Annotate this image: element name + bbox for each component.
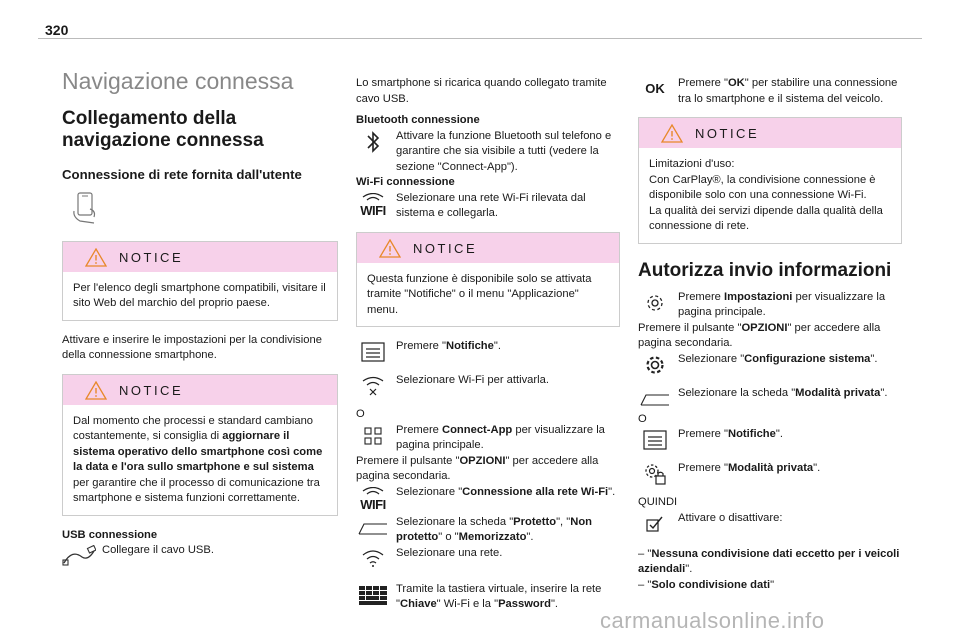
usb-title: USB connessione [62, 528, 158, 541]
notifiche-step: Premere "Notifiche". [638, 427, 902, 453]
notice-box-4 [638, 117, 902, 244]
apps-grid-icon [356, 423, 390, 449]
notice-box-2 [62, 374, 338, 516]
privata-step: Premere "Modalità privata". [638, 461, 902, 487]
warning-icon [85, 248, 107, 273]
usb-cable-icon [62, 543, 96, 569]
gear-icon [638, 290, 672, 316]
keyboard-step: Tramite la tastiera virtuale, inserire la rete "Chiave" Wi-Fi e la "Password". [356, 582, 620, 613]
or-label: O [638, 412, 647, 425]
checkbox-icon [638, 511, 672, 537]
toggle-step: Attivare o disattivare: [638, 511, 902, 537]
wifi-icon: WIFI [356, 485, 390, 515]
quindi-label: QUINDI [638, 496, 678, 508]
notice-label: NOTICE [695, 126, 760, 141]
connessione-rete-step: WIFI Selezionare "Connessione alla rete Wi-Fi". [356, 485, 620, 515]
notice-text: Questa funzione è disponibile solo se attivata tramite "Notifiche" o il menu "Applicazione" menu. [367, 272, 592, 316]
tab-privata-step: Selezionare la scheda "Modalità privata". [638, 386, 902, 412]
column-1 [62, 60, 338, 573]
opzioni-step: Premere il pulsante "OPZIONI" per accedere alla pagina secondaria. [356, 454, 599, 482]
wifi-title: Wi-Fi connessione [356, 176, 455, 188]
bluetooth-step: Attivare la funzione Bluetooth sul telefono e garantire che sia visibile a tutti (vedere la sezione "Connect-App"). [356, 129, 620, 176]
select-network-step: Selezionare una rete. [356, 546, 620, 572]
gear-icon [638, 352, 672, 378]
notice-label: NOTICE [119, 382, 184, 398]
wifi-signal-icon [356, 546, 390, 572]
connect-app-step: Premere Connect-App per visualizzare la pagina principale. [356, 423, 620, 454]
subsection-title: Connessione di rete fornita dall'utente [62, 167, 302, 182]
tab-icon [356, 515, 390, 541]
ok-icon: OK [645, 81, 665, 97]
settings-step: Premere Impostazioni per visualizzare la pagina principale. [638, 290, 902, 321]
option-1: – "Nessuna condivisione dati eccetto per i veicoli aziendali". [638, 547, 900, 575]
notice-label: NOTICE [413, 240, 478, 256]
opzioni-step: Premere il pulsante "OPZIONI" per accedere alla pagina secondaria. [638, 321, 881, 349]
keyboard-icon [356, 582, 390, 608]
notice-box-1 [62, 241, 338, 321]
wifi-icon: WIFI [356, 191, 390, 221]
warning-icon [661, 124, 683, 149]
notice-text: Dal momento che processi e standard cambiano costantemente, si consiglia di aggiornare il sistema operativo dello smartphone così come la data e l'ora sullo smartphone e sul sistema per garantire che il processo di comunicazione tra smartphone e sistema funzioni correttamente. [73, 414, 323, 504]
notice-label: NOTICE [119, 249, 184, 265]
notifiche-step: Premere "Notifiche". [356, 339, 620, 365]
wifi-step: WIFI Selezionare una rete Wi-Fi rilevata dal sistema e collegarla. [356, 191, 620, 222]
tab-select-step: Selezionare la scheda "Protetto", "Non protetto" o "Memorizzato". [356, 515, 620, 546]
config-step: Selezionare "Configurazione sistema". [638, 352, 902, 378]
bluetooth-title: Bluetooth connessione [356, 114, 480, 126]
charge-text: Lo smartphone si ricarica quando collegato tramite cavo USB. [356, 77, 607, 105]
or-label: O [356, 408, 365, 420]
header-divider [38, 38, 922, 39]
watermark: carmanualsonline.info [600, 608, 825, 633]
option-2: – "Solo condivisione dati" [638, 578, 775, 591]
tab-icon [638, 386, 672, 412]
wifi-off-icon [356, 373, 390, 399]
notice-text: Limitazioni d'uso: Con CarPlay®, la condivisione connessione è disponibile solo con una connessione Wi-Fi. La qualità dei servizi dipende dalla qualità della connessione di rete. [649, 158, 883, 232]
page-number: 320 [45, 22, 69, 38]
notifications-list-icon [638, 427, 672, 453]
column-3 [638, 76, 902, 593]
section-title: Collegamento della navigazione connessa [62, 108, 264, 151]
column-2 [356, 76, 620, 617]
notice-box-3 [356, 232, 620, 328]
privacy-lock-icon [638, 461, 672, 487]
warning-icon [379, 239, 401, 264]
section-title: Autorizza invio informazioni [638, 259, 892, 281]
activate-text: Attivare e inserire le impostazioni per la condivisione della connessione smartphone. [62, 333, 322, 361]
warning-icon [85, 381, 107, 406]
page-title: Navigazione connessa [62, 68, 294, 94]
wifi-activate-step: Selezionare Wi-Fi per attivarla. [356, 373, 620, 399]
smartphone-icon [70, 191, 338, 231]
usb-step: Collegare il cavo USB. [62, 543, 338, 569]
notifications-list-icon [356, 339, 390, 365]
ok-step: OK Premere "OK" per stabilire una connessione tra lo smartphone e il sistema del veicolo. [638, 76, 902, 107]
notice-text: Per l'elenco degli smartphone compatibili, visitare il sito Web del marchio del proprio paese. [73, 281, 326, 309]
bluetooth-icon [356, 129, 390, 155]
